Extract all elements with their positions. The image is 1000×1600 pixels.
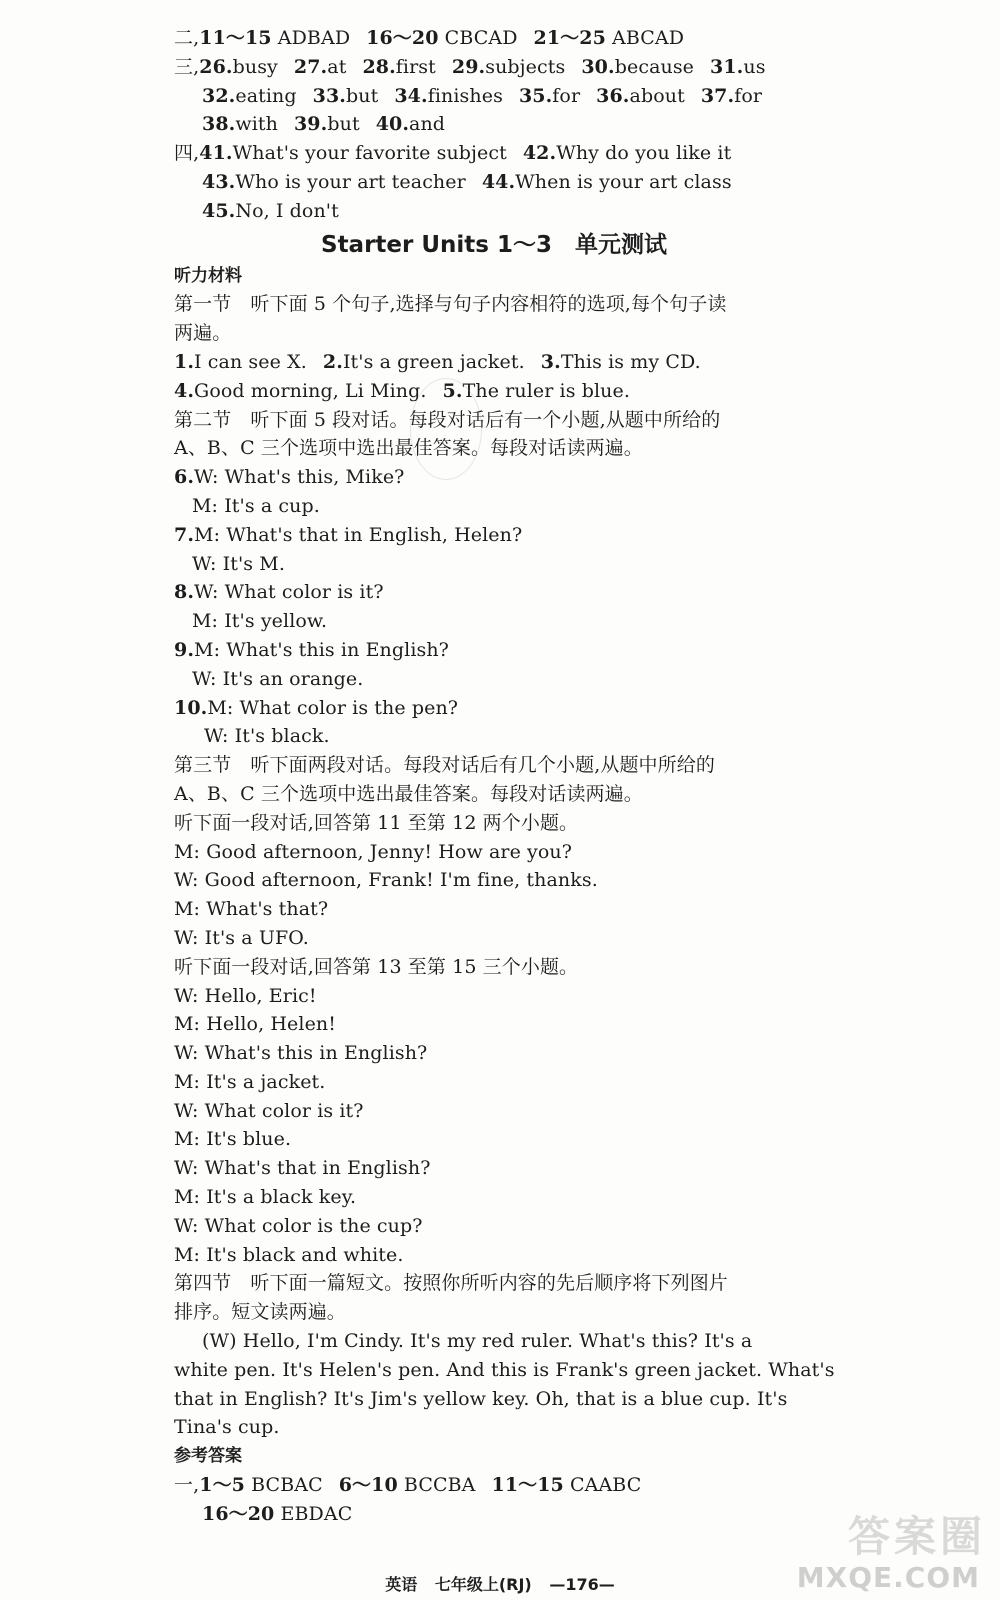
text-run: M: It's a jacket. [174, 1070, 326, 1093]
text-run: Why do you like it [556, 142, 732, 165]
listening-line [174, 1327, 814, 1356]
listening-material [174, 290, 835, 1442]
item-number: 41. [199, 142, 233, 165]
text-run: BCCBA [397, 1474, 476, 1497]
item-number: 5. [442, 379, 463, 402]
text-run: 三, [174, 55, 200, 78]
footer-grade: 七年级上(RJ) [434, 1575, 532, 1594]
text-run: 排序。短文读两遍。 [174, 1301, 346, 1324]
text-run: M: It's a black key. [174, 1186, 357, 1209]
text-run: ADBAD [271, 27, 351, 49]
listening-line [174, 463, 814, 492]
listening-line [174, 521, 814, 550]
text-run: M: What's that in English, Helen? [194, 523, 523, 546]
text-run: BCBAC [245, 1474, 323, 1497]
text-run: for [734, 84, 763, 107]
item-number: 6～10 [338, 1474, 398, 1497]
text-run: because [614, 55, 695, 78]
listening-line [174, 1212, 814, 1241]
text-run: W: What's this in English? [174, 1042, 428, 1065]
text-run: W: It's black. [204, 725, 330, 748]
listening-line [174, 1298, 814, 1327]
item-number: 1. [174, 350, 195, 373]
text-run: busy [232, 55, 278, 78]
listening-line [174, 982, 814, 1011]
text-run: CBCAD [438, 27, 518, 49]
listening-line [174, 319, 814, 348]
text-run: 第四节 听下面一篇短文。按照你所听内容的先后顺序将下列图片 [174, 1272, 728, 1295]
text-run: M: What color is the pen? [207, 696, 459, 719]
text-run: I can see X. [194, 350, 307, 373]
text-run: A、B、C 三个选项中选出最佳答案。每段对话读两遍。 [174, 437, 643, 460]
listening-line [174, 1385, 814, 1414]
item-number: 32. [202, 84, 236, 107]
text-run: 两遍。 [174, 322, 232, 345]
text-run: and [409, 113, 446, 136]
item-number: 42. [522, 142, 557, 165]
text-run: W: Good afternoon, Frank! I'm fine, thanks. [174, 869, 598, 892]
item-number: 27. [293, 55, 328, 78]
listening-line [174, 665, 814, 694]
text-run: but [327, 113, 360, 136]
listening-line [174, 550, 814, 579]
item-number: 28. [362, 55, 396, 78]
text-run: W: What's this, Mike? [194, 466, 405, 489]
text-run: finishes [427, 84, 503, 107]
item-number: 16～20 [202, 1502, 275, 1525]
listening-line [174, 722, 814, 751]
item-number: 33. [312, 84, 347, 107]
answer-line [174, 168, 814, 197]
text-run: 第二节 听下面 5 段对话。每段对话后有一个小题,从题中所给的 [174, 408, 721, 431]
watermark [756, 1504, 986, 1594]
watermark-url: MXQE.COM [796, 1561, 980, 1594]
text-run: about [629, 84, 685, 107]
text-run: white pen. It's Helen's pen. And this is Frank's green jacket. What's [174, 1358, 835, 1381]
text-run: W: It's a UFO. [174, 926, 309, 949]
item-number: 7. [174, 523, 195, 546]
listening-line [174, 953, 814, 982]
listening-line [174, 636, 814, 665]
listening-line [174, 1269, 814, 1298]
item-number: 16～20 [366, 27, 439, 49]
text-run: 第一节 听下面 5 个句子,选择与句子内容相符的选项,每个句子读 [174, 293, 727, 316]
text-run: M: It's blue. [174, 1128, 292, 1151]
text-run: subjects [485, 55, 566, 78]
listening-line [174, 1413, 814, 1442]
text-run: 一, [174, 1474, 200, 1497]
text-run: M: It's yellow. [192, 610, 328, 633]
listening-heading: 听力材料 [174, 265, 242, 286]
listening-line [174, 1097, 814, 1126]
text-run: When is your art class [515, 170, 732, 193]
answer-line [174, 82, 814, 111]
text-run: with [235, 113, 278, 136]
text-run: Tina's cup. [174, 1416, 280, 1439]
item-number: 1～5 [199, 1474, 245, 1497]
item-number: 35. [518, 84, 553, 107]
item-number: 38. [202, 113, 236, 136]
text-run: The ruler is blue. [462, 379, 630, 402]
text-run: EBDAC [274, 1502, 353, 1525]
text-run: No, I don't [235, 199, 339, 222]
listening-line [174, 492, 814, 521]
text-run: W: What color is it? [174, 1099, 364, 1122]
listening-line [174, 1068, 814, 1097]
listening-line [174, 1356, 835, 1385]
reference-answers [174, 1471, 814, 1529]
text-run: W: Hello, Eric! [174, 984, 317, 1007]
item-number: 43. [202, 170, 236, 193]
text-run: Good morning, Li Ming. [194, 379, 427, 402]
listening-line [174, 838, 814, 867]
text-run: W: It's an orange. [192, 667, 364, 690]
text-run: but [346, 84, 379, 107]
item-number: 11～15 [491, 1474, 564, 1497]
footer-subject: 英语 [385, 1575, 418, 1594]
text-run: M: Good afternoon, Jenny! How are you? [174, 840, 573, 863]
listening-line [174, 377, 814, 406]
text-run: ABCAD [605, 27, 685, 49]
item-number: 39. [293, 113, 328, 136]
item-number: 10. [174, 696, 208, 719]
item-number: 11～15 [199, 27, 272, 49]
faint-stamp-mark [410, 378, 482, 480]
listening-line [174, 751, 814, 780]
text-run: Who is your art teacher [235, 170, 466, 193]
item-number: 21～25 [533, 27, 606, 49]
text-run: for [552, 84, 581, 107]
listening-line [174, 1183, 814, 1212]
watermark-logo: 答案圈 [847, 1512, 986, 1561]
item-number: 4. [174, 379, 195, 402]
item-number: 31. [710, 55, 744, 78]
answer-line [174, 53, 814, 82]
text-run: M: What's that? [174, 898, 329, 921]
item-number: 36. [596, 84, 630, 107]
listening-line [174, 1010, 814, 1039]
item-number: 40. [375, 113, 410, 136]
item-number: 2. [322, 350, 343, 373]
item-number: 30. [581, 55, 615, 78]
listening-line [174, 1125, 814, 1154]
text-run: 四, [174, 142, 200, 165]
item-number: 45. [202, 199, 236, 222]
listening-line [174, 1154, 814, 1183]
text-run: This is my CD. [560, 350, 701, 373]
text-run: 第三节 听下面两段对话。每段对话后有几个小题,从题中所给的 [174, 754, 715, 777]
answer-page [174, 24, 835, 1529]
answer-line [174, 110, 814, 139]
listening-line [174, 866, 814, 895]
answer-line [174, 1500, 814, 1529]
text-run: It's a green jacket. [342, 350, 525, 373]
text-run: at [327, 55, 347, 78]
listening-line [174, 578, 814, 607]
answer-line [174, 24, 814, 53]
answer-line [174, 197, 814, 226]
text-run: W: What color is it? [194, 581, 384, 604]
text-run: (W) Hello, I'm Cindy. It's my red ruler. What's this? It's a [202, 1330, 753, 1353]
text-run: 听下面一段对话,回答第 11 至第 12 两个小题。 [174, 811, 579, 834]
item-number: 3. [540, 350, 561, 373]
text-run: M: What's this in English? [194, 638, 449, 661]
text-run: W: What color is the cup? [174, 1214, 423, 1237]
listening-line [174, 780, 814, 809]
text-run: M: It's black and white. [174, 1243, 404, 1266]
answers-heading: 参考答案 [174, 1446, 242, 1467]
item-number: 8. [174, 581, 195, 604]
unit-answers-block [174, 24, 814, 226]
text-run: 二, [174, 27, 200, 49]
text-run: us [743, 55, 766, 78]
listening-line [174, 434, 814, 463]
text-run: first [395, 55, 436, 78]
text-run: What's your favorite subject [232, 142, 507, 165]
listening-line [174, 809, 814, 838]
item-number: 9. [174, 638, 195, 661]
listening-line [174, 895, 814, 924]
text-run: W: What's that in English? [174, 1157, 431, 1180]
footer-page-number: —176— [549, 1575, 615, 1594]
text-run: CAABC [563, 1474, 642, 1497]
item-number: 26. [199, 55, 233, 78]
item-number: 44. [481, 170, 516, 193]
listening-line [174, 924, 814, 953]
text-run: A、B、C 三个选项中选出最佳答案。每段对话读两遍。 [174, 782, 643, 805]
text-run: 听下面一段对话,回答第 13 至第 15 三个小题。 [174, 955, 579, 978]
listening-line [174, 694, 814, 723]
answer-line [174, 139, 814, 168]
text-run: M: Hello, Helen! [174, 1013, 336, 1036]
answer-line [174, 1471, 814, 1500]
item-number: 6. [174, 466, 195, 489]
item-number: 34. [394, 84, 428, 107]
text-run: that in English? It's Jim's yellow key. Oh, that is a blue cup. It's [174, 1387, 788, 1410]
listening-line [174, 348, 814, 377]
listening-line [174, 1039, 814, 1068]
section-title: Starter Units 1～3 单元测试 [321, 231, 667, 258]
listening-line [174, 607, 814, 636]
listening-line [174, 406, 814, 435]
listening-line [174, 1241, 814, 1270]
listening-line [174, 290, 814, 319]
text-run: M: It's a cup. [192, 494, 320, 517]
item-number: 29. [451, 55, 486, 78]
text-run: W: It's M. [192, 552, 285, 575]
item-number: 37. [700, 84, 735, 107]
text-run: eating [235, 84, 297, 107]
